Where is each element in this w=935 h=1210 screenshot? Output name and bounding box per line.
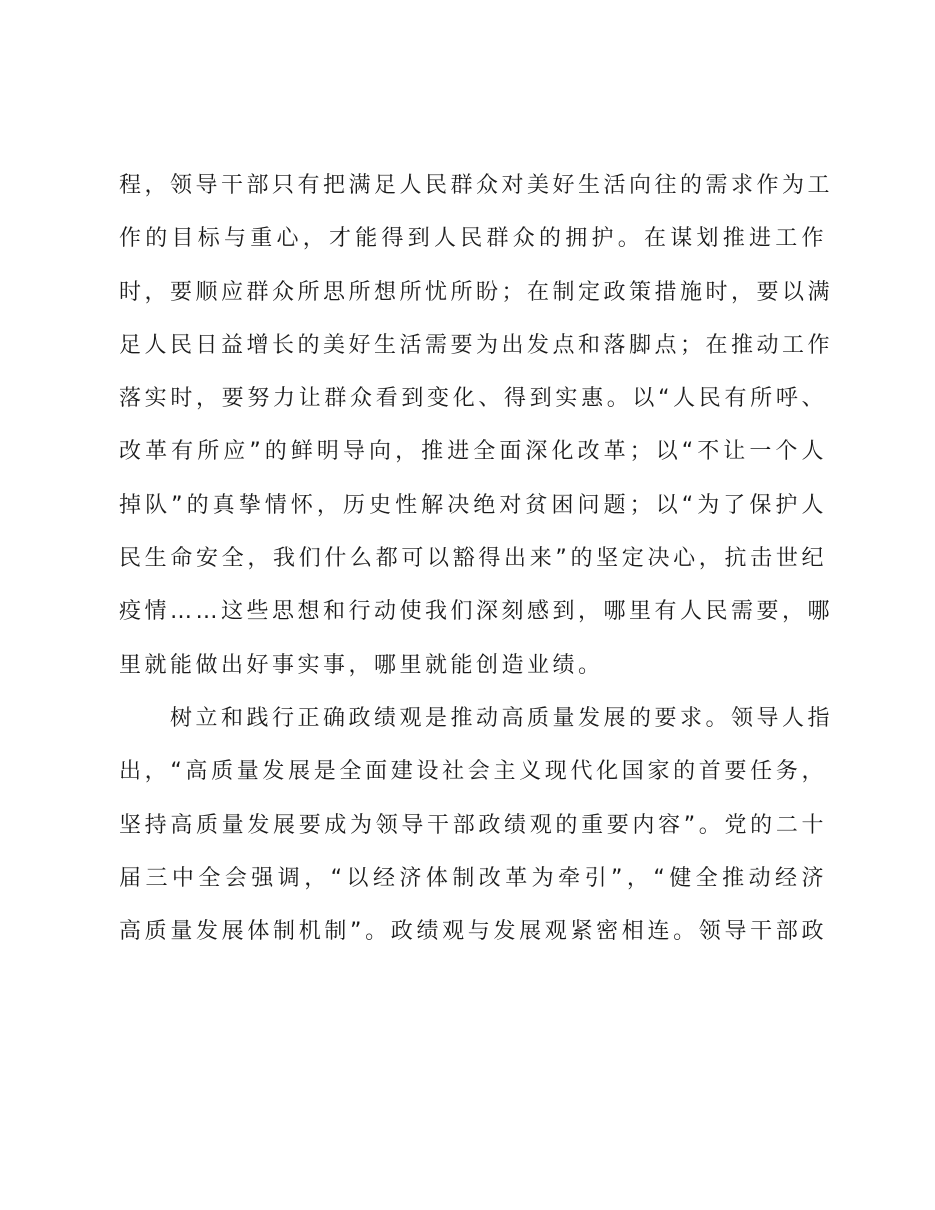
- text-line: 足人民日益增长的美好生活需要为出发点和落脚点；在推动工作: [119, 332, 834, 358]
- text-line: 程，领导干部只有把满足人民群众对美好生活向往的需求作为工: [119, 173, 834, 198]
- text-line: 作的目标与重心，才能得到人民群众的拥护。在谋划推进工作: [119, 226, 827, 252]
- text-line: 掉队”的真挚情怀，历史性解决绝对贫困问题；以“为了保护人: [119, 492, 828, 518]
- text-line: 改革有所应”的鲜明导向，推进全面深化改革；以“不让一个人: [119, 439, 828, 465]
- text-line: 届三中全会强调，“以经济体制改革为牵引”，“健全推动经济: [119, 865, 827, 891]
- paragraph: [119, 704, 834, 946]
- text-line: 树立和践行正确政绩观是推动高质量发展的要求。领导人指: [170, 705, 834, 731]
- body-text: [119, 171, 834, 970]
- text-line: 时，要顺应群众所思所想所忧所盼；在制定政策措施时，要以满: [119, 279, 834, 305]
- text-line: 疫情……这些思想和行动使我们深刻感到，哪里有人民需要，哪: [119, 599, 834, 625]
- text-line: 民生命安全，我们什么都可以豁得出来”的坚定决心，抗击世纪: [119, 546, 827, 572]
- text-line: 高质量发展体制机制”。政绩观与发展观紧密相连。领导干部政: [119, 919, 827, 945]
- text-line: 出，“高质量发展是全面建设社会主义现代化国家的首要任务，: [119, 759, 827, 785]
- text-line: 坚持高质量发展要成为领导干部政绩观的重要内容”。党的二十: [119, 812, 827, 838]
- paragraph: [119, 171, 834, 680]
- text-line: 落实时，要努力让群众看到变化、得到实惠。以“人民有所呼、: [119, 386, 827, 412]
- text-line: 里就能做出好事实事，哪里就能创造业绩。: [119, 652, 604, 678]
